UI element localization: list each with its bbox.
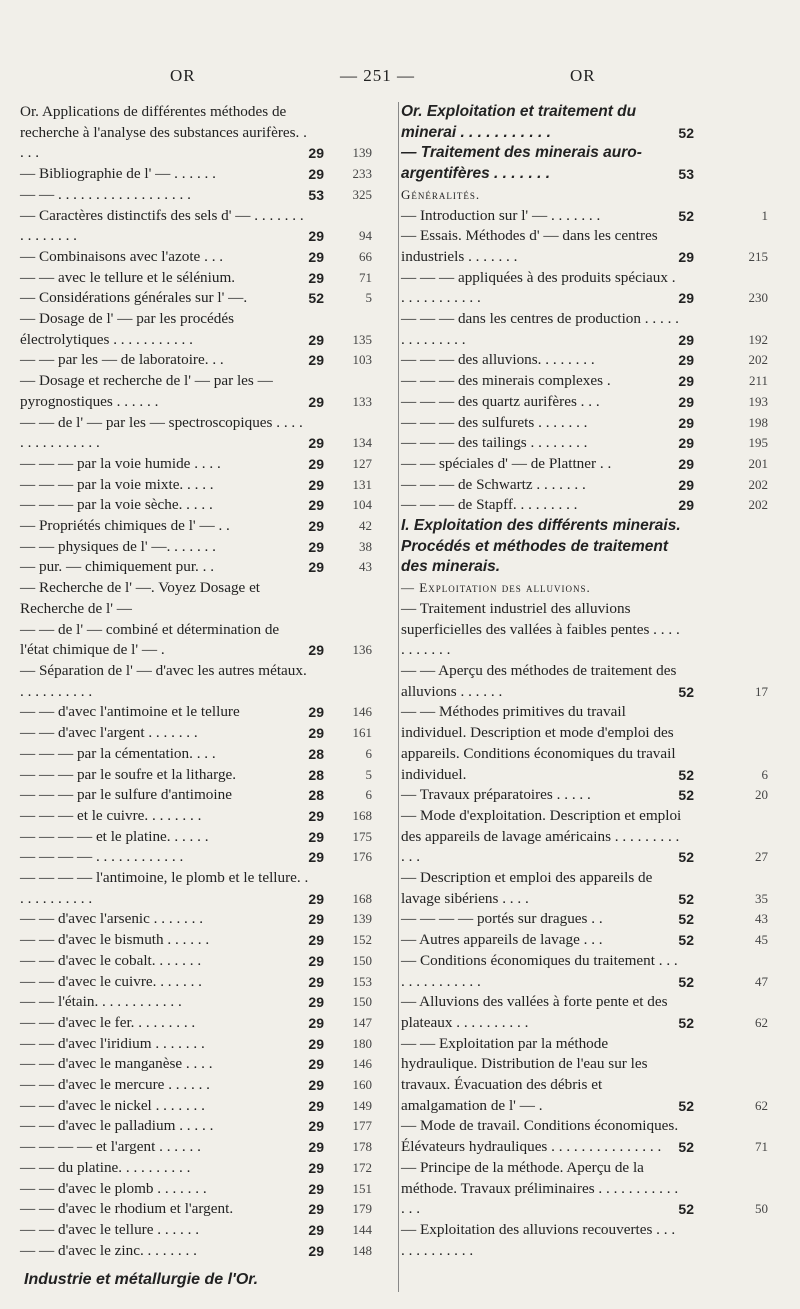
index-entry bbox=[20, 930, 390, 951]
entry-text: — Mode d'exploitation. Description et emploi des appareils de lavage américains . . . . . . . . . . . . bbox=[401, 806, 682, 866]
entry-page: 17 bbox=[755, 683, 768, 699]
entry-text: — — — — l'antimoine, le plomb et le tellure. . . . . . . . . . . . bbox=[20, 869, 309, 907]
entry-page: 94 bbox=[359, 228, 372, 244]
entry-page: 192 bbox=[748, 331, 768, 347]
page-number: — 251 — bbox=[340, 66, 415, 85]
index-column-right bbox=[398, 102, 774, 1292]
entry-page: 193 bbox=[748, 393, 768, 409]
index-entry bbox=[401, 661, 774, 702]
entry-page: 27 bbox=[755, 849, 768, 865]
entry-page: 131 bbox=[352, 476, 372, 492]
entry-text: — — — des quartz aurifères . . . bbox=[401, 392, 600, 410]
index-entry bbox=[20, 806, 390, 827]
entry-text: — Traitement des minerais auro-argentifères . . . . . . . bbox=[401, 144, 642, 183]
entry-page: 6 bbox=[365, 787, 372, 803]
entry-page: 45 bbox=[755, 932, 768, 948]
entry-page: 153 bbox=[352, 973, 372, 989]
entry-page: 152 bbox=[352, 932, 372, 948]
index-entry bbox=[20, 1054, 390, 1075]
entry-page: 202 bbox=[748, 476, 768, 492]
entry-volume: 29 bbox=[308, 538, 324, 555]
entry-text: — Principe de la méthode. Aperçu de la méthode. Travaux préliminaires . . . . . . . . . . . . . . bbox=[401, 1158, 679, 1218]
entry-page: 139 bbox=[352, 145, 372, 161]
entry-page: 215 bbox=[748, 248, 768, 264]
entry-text: — — Méthodes primitives du travail individuel. Description et mode d'emploi des appareils. Conditions économiques du travail individuel. bbox=[401, 703, 676, 783]
entry-volume: 29 bbox=[308, 1242, 324, 1259]
entry-page: 325 bbox=[352, 186, 372, 202]
entry-volume: 29 bbox=[308, 973, 324, 990]
entry-page: 146 bbox=[352, 1056, 372, 1072]
entry-text: — — . . . . . . . . . . . . . . . . . . bbox=[20, 185, 191, 203]
entry-text: — Traitement industriel des alluvions superficielles des vallées à faibles pentes . . . . . . . . . . . bbox=[401, 599, 680, 659]
index-entry bbox=[401, 185, 774, 206]
entry-text: — — d'avec le nickel . . . . . . . bbox=[20, 1096, 205, 1114]
entry-page: 168 bbox=[352, 807, 372, 823]
entry-volume: 52 bbox=[678, 973, 694, 990]
entry-volume: 52 bbox=[678, 766, 694, 783]
entry-volume: 29 bbox=[678, 455, 694, 472]
entry-text: — — d'avec le palladium . . . . . bbox=[20, 1117, 214, 1135]
entry-text: — Propriétés chimiques de l' — . . bbox=[20, 517, 230, 535]
entry-text: — Dosage et recherche de l' — par les — pyrognostiques . . . . . . bbox=[20, 372, 273, 410]
entry-text: — — — par le sulfure d'antimoine bbox=[20, 786, 232, 804]
index-entry bbox=[20, 454, 390, 475]
entry-page: 233 bbox=[352, 166, 372, 182]
entry-text: — Mode de travail. Conditions économiques. Élévateurs hydrauliques . . . . . . . . . . . . . . . bbox=[401, 1117, 679, 1156]
entry-text: — — — par la voie mixte. . . . . bbox=[20, 475, 214, 493]
entry-text: — — d'avec le plomb . . . . . . . bbox=[20, 1179, 207, 1197]
entry-text: — — d'avec le fer. . . . . . . . . bbox=[20, 1013, 196, 1031]
entry-text: — — par les — de laboratoire. . . bbox=[20, 351, 224, 369]
entry-volume: 29 bbox=[678, 290, 694, 307]
entry-text: — Bibliographie de l' — . . . . . . bbox=[20, 165, 216, 183]
index-entry bbox=[20, 765, 390, 786]
entry-volume: 52 bbox=[678, 932, 694, 949]
entry-text: — — — des alluvions. . . . . . . . bbox=[401, 351, 595, 369]
entry-page: 144 bbox=[352, 1221, 372, 1237]
index-entry bbox=[20, 909, 390, 930]
entry-text: — — — des tailings . . . . . . . . bbox=[401, 434, 588, 452]
entry-text: — — — de Schwartz . . . . . . . bbox=[401, 475, 586, 493]
entry-text: — — — appliquées à des produits spéciaux . . . . . . . . . . . . bbox=[401, 268, 676, 307]
index-entry bbox=[401, 909, 774, 930]
entry-volume: 29 bbox=[308, 1056, 324, 1073]
index-entry bbox=[20, 371, 390, 412]
entry-text: — — — dans les centres de production . . . . . . . . . . . . . . bbox=[401, 310, 679, 348]
entry-volume: 52 bbox=[678, 911, 694, 928]
entry-page: 139 bbox=[352, 911, 372, 927]
entry-volume: 29 bbox=[308, 642, 324, 659]
entry-page: 103 bbox=[352, 352, 372, 368]
entry-text: — Alluvions des vallées à forte pente et des plateaux . . . . . . . . . . bbox=[401, 993, 668, 1031]
index-entry bbox=[401, 1220, 774, 1261]
index-entry bbox=[20, 1220, 390, 1241]
entry-volume: 29 bbox=[308, 248, 324, 265]
entry-page: 150 bbox=[352, 994, 372, 1010]
entry-page: 38 bbox=[359, 538, 372, 554]
entry-volume: 29 bbox=[308, 455, 324, 472]
entry-text: — — spéciales d' — de Plattner . . bbox=[401, 454, 612, 472]
entry-volume: 29 bbox=[308, 932, 324, 949]
index-entry bbox=[401, 433, 774, 454]
index-entry bbox=[20, 288, 390, 309]
entry-text: Généralités. bbox=[401, 186, 481, 202]
entry-text: — pur. — chimiquement pur. . . bbox=[20, 558, 215, 576]
entry-text: I. Exploitation des différents minerais. Procédés et méthodes de traitement des minerais. bbox=[401, 517, 681, 576]
index-entry bbox=[20, 350, 390, 371]
entry-text: — Conditions économiques du traitement . . . . . . . . . . . . . . bbox=[401, 951, 678, 990]
entry-volume: 29 bbox=[308, 1014, 324, 1031]
entry-page: 202 bbox=[748, 497, 768, 513]
entry-text: — — d'avec le zinc. . . . . . . . bbox=[20, 1241, 197, 1259]
entry-volume: 29 bbox=[308, 1139, 324, 1156]
entry-text: — — — et le cuivre. . . . . . . . bbox=[20, 806, 202, 824]
entry-text: — — d'avec le cobalt. . . . . . . bbox=[20, 951, 202, 969]
index-entry bbox=[20, 578, 390, 619]
entry-volume: 29 bbox=[678, 373, 694, 390]
entry-volume: 52 bbox=[678, 207, 694, 224]
entry-volume: 29 bbox=[308, 518, 324, 535]
entry-page: 198 bbox=[748, 414, 768, 430]
entry-volume: 29 bbox=[308, 994, 324, 1011]
index-entry bbox=[401, 578, 774, 599]
entry-volume: 29 bbox=[308, 166, 324, 183]
index-entry bbox=[20, 164, 390, 185]
entry-page: 136 bbox=[352, 642, 372, 658]
entry-text: — — — par la voie sèche. . . . . bbox=[20, 496, 213, 514]
entry-volume: 29 bbox=[308, 1097, 324, 1114]
entry-text: — — physiques de l' —. . . . . . . bbox=[20, 537, 216, 555]
entry-page: 66 bbox=[359, 248, 372, 264]
footer-title: Industrie et métallurgie de l'Or. bbox=[24, 1271, 259, 1288]
entry-page: 71 bbox=[359, 269, 372, 285]
index-entry bbox=[20, 413, 390, 454]
entry-page: 62 bbox=[755, 1097, 768, 1113]
index-entry bbox=[20, 516, 390, 537]
entry-page: 134 bbox=[352, 435, 372, 451]
entry-volume: 52 bbox=[678, 890, 694, 907]
entry-volume: 29 bbox=[308, 1077, 324, 1094]
entry-page: 42 bbox=[359, 518, 372, 534]
index-entry bbox=[20, 847, 390, 868]
entry-page: 62 bbox=[755, 1014, 768, 1030]
entry-text: — — avec le tellure et le sélénium. bbox=[20, 268, 236, 286]
index-entry bbox=[20, 620, 390, 661]
entry-page: 161 bbox=[352, 725, 372, 741]
entry-text: — Exploitation des alluvions. bbox=[401, 580, 591, 596]
entry-volume: 29 bbox=[678, 435, 694, 452]
entry-text: — — de l' — combiné et détermination de l'état chimique de l' — . bbox=[20, 620, 280, 659]
entry-page: 201 bbox=[748, 455, 768, 471]
index-entry bbox=[20, 1158, 390, 1179]
index-entry bbox=[401, 309, 774, 350]
entry-page: 6 bbox=[761, 766, 768, 782]
entry-page: 178 bbox=[352, 1139, 372, 1155]
entry-volume: 29 bbox=[308, 952, 324, 969]
entry-text: — — Exploitation par la méthode hydraulique. Distribution de l'eau sur les travaux. Évacuation des débris et amalgamation de l' — . bbox=[401, 1034, 648, 1114]
entry-text: — — — par le soufre et la litharge. bbox=[20, 765, 237, 783]
entry-volume: 29 bbox=[308, 352, 324, 369]
index-entry bbox=[20, 951, 390, 972]
entry-page: 148 bbox=[352, 1242, 372, 1258]
entry-volume: 52 bbox=[678, 1014, 694, 1031]
entry-page: 5 bbox=[365, 766, 372, 782]
index-entry bbox=[401, 806, 774, 868]
entry-volume: 29 bbox=[308, 1221, 324, 1238]
entry-page: 149 bbox=[352, 1097, 372, 1113]
entry-volume: 29 bbox=[308, 849, 324, 866]
index-entry bbox=[20, 1096, 390, 1117]
entry-volume: 52 bbox=[678, 683, 694, 700]
entry-text: — — d'avec le manganèse . . . . bbox=[20, 1055, 213, 1073]
entry-volume: 52 bbox=[678, 124, 694, 141]
index-entry bbox=[401, 226, 774, 267]
index-entry bbox=[20, 537, 390, 558]
entry-text: — — — des sulfurets . . . . . . . bbox=[401, 413, 588, 431]
entry-volume: 29 bbox=[308, 911, 324, 928]
entry-volume: 29 bbox=[308, 807, 324, 824]
index-entry bbox=[401, 992, 774, 1033]
entry-text: — — d'avec l'antimoine et le tellure bbox=[20, 703, 240, 721]
index-entry bbox=[401, 1158, 774, 1220]
entry-volume: 29 bbox=[308, 269, 324, 286]
index-entry bbox=[401, 868, 774, 909]
entry-page: 43 bbox=[755, 911, 768, 927]
index-entry bbox=[20, 247, 390, 268]
entry-text: — — — — et le platine. . . . . . bbox=[20, 827, 209, 845]
entry-page: 20 bbox=[755, 787, 768, 803]
entry-text: — — d'avec le bismuth . . . . . . bbox=[20, 931, 210, 949]
index-entry bbox=[20, 868, 390, 909]
entry-page: 179 bbox=[352, 1201, 372, 1217]
entry-text: — — d'avec le rhodium et l'argent. bbox=[20, 1200, 234, 1218]
entry-text: — Introduction sur l' — . . . . . . . bbox=[401, 206, 601, 224]
entry-page: 127 bbox=[352, 455, 372, 471]
entry-page: 168 bbox=[352, 890, 372, 906]
entry-page: 71 bbox=[755, 1139, 768, 1155]
index-entry bbox=[20, 827, 390, 848]
index-entry bbox=[401, 413, 774, 434]
entry-volume: 28 bbox=[308, 745, 324, 762]
index-entry bbox=[401, 702, 774, 785]
index-entry bbox=[401, 495, 774, 516]
entry-text: — — — — et l'argent . . . . . . bbox=[20, 1138, 201, 1156]
index-entry bbox=[401, 371, 774, 392]
index-entry bbox=[401, 268, 774, 309]
entry-text: — — l'étain. . . . . . . . . . . . bbox=[20, 993, 182, 1011]
entry-page: 202 bbox=[748, 352, 768, 368]
entry-volume: 29 bbox=[678, 352, 694, 369]
entry-volume: 53 bbox=[678, 166, 694, 183]
entry-page: 135 bbox=[352, 331, 372, 347]
entry-page: 172 bbox=[352, 1159, 372, 1175]
entry-volume: 52 bbox=[308, 290, 324, 307]
index-entry bbox=[20, 785, 390, 806]
index-entry bbox=[20, 744, 390, 765]
entry-volume: 29 bbox=[308, 476, 324, 493]
entry-volume: 29 bbox=[308, 890, 324, 907]
index-entry bbox=[20, 723, 390, 744]
index-entry bbox=[20, 1013, 390, 1034]
entry-page: 6 bbox=[365, 745, 372, 761]
page-header bbox=[0, 66, 800, 90]
entry-text: — Essais. Méthodes d' — dans les centres industriels . . . . . . . bbox=[401, 227, 658, 265]
entry-volume: 28 bbox=[308, 787, 324, 804]
entry-volume: 52 bbox=[678, 1097, 694, 1114]
entry-text: Or. Exploitation et traitement du minerai . . . . . . . . . . . bbox=[401, 103, 637, 141]
entry-page: 47 bbox=[755, 973, 768, 989]
entry-volume: 29 bbox=[308, 228, 324, 245]
index-entry bbox=[401, 206, 774, 227]
entry-page: 43 bbox=[359, 559, 372, 575]
entry-text: — — — — portés sur dragues . . bbox=[401, 910, 603, 928]
index-entry bbox=[401, 392, 774, 413]
index-entry bbox=[401, 1034, 774, 1117]
entry-page: 146 bbox=[352, 704, 372, 720]
entry-page: 160 bbox=[352, 1077, 372, 1093]
entry-volume: 29 bbox=[678, 497, 694, 514]
entry-text: — Considérations générales sur l' —. bbox=[20, 289, 248, 307]
entry-text: — — d'avec l'iridium . . . . . . . bbox=[20, 1034, 205, 1052]
entry-page: 180 bbox=[352, 1035, 372, 1051]
entry-volume: 29 bbox=[308, 331, 324, 348]
entry-volume: 29 bbox=[678, 476, 694, 493]
entry-text: — Autres appareils de lavage . . . bbox=[401, 931, 603, 949]
entry-volume: 52 bbox=[678, 787, 694, 804]
entry-page: 176 bbox=[352, 849, 372, 865]
entry-text: — — — des minerais complexes . bbox=[401, 372, 611, 390]
entry-text: — — du platine. . . . . . . . . . bbox=[20, 1158, 191, 1176]
index-entry bbox=[20, 702, 390, 723]
entry-volume: 29 bbox=[308, 393, 324, 410]
entry-text: — Combinaisons avec l'azote . . . bbox=[20, 247, 224, 265]
entry-volume: 29 bbox=[308, 725, 324, 742]
index-entry bbox=[20, 1116, 390, 1137]
entry-volume: 29 bbox=[308, 145, 324, 162]
entry-text: — — — par la voie humide . . . . bbox=[20, 454, 221, 472]
index-entry bbox=[401, 951, 774, 992]
index-entry bbox=[20, 972, 390, 993]
entry-page: 177 bbox=[352, 1118, 372, 1134]
index-entry bbox=[20, 475, 390, 496]
index-entry bbox=[20, 992, 390, 1013]
entry-text: — — de l' — par les — spectroscopiques . . . . . . . . . . . . . . . bbox=[20, 413, 303, 452]
index-entry bbox=[20, 102, 390, 164]
entry-text: — Dosage de l' — par les procédés électrolytiques . . . . . . . . . . . bbox=[20, 310, 235, 348]
entry-volume: 29 bbox=[678, 414, 694, 431]
entry-text: — — d'avec l'argent . . . . . . . bbox=[20, 724, 198, 742]
entry-volume: 29 bbox=[308, 1159, 324, 1176]
entry-page: 175 bbox=[352, 828, 372, 844]
index-entry bbox=[401, 454, 774, 475]
entry-text: — — d'avec le tellure . . . . . . bbox=[20, 1220, 200, 1238]
entry-volume: 29 bbox=[678, 393, 694, 410]
index-entry bbox=[20, 1137, 390, 1158]
index-entry bbox=[20, 661, 390, 702]
entry-page: 211 bbox=[748, 373, 768, 389]
entry-volume: 29 bbox=[308, 497, 324, 514]
entry-page: 1 bbox=[761, 207, 768, 223]
index-entry bbox=[20, 1199, 390, 1220]
entry-text: — — d'avec le cuivre. . . . . . . bbox=[20, 972, 202, 990]
entry-volume: 29 bbox=[308, 1201, 324, 1218]
entry-page: 50 bbox=[755, 1201, 768, 1217]
entry-page: 230 bbox=[748, 290, 768, 306]
entry-text: — Recherche de l' —. Voyez Dosage et Recherche de l' — bbox=[20, 579, 261, 617]
entry-volume: 29 bbox=[308, 704, 324, 721]
index-entry bbox=[20, 185, 390, 206]
index-entry bbox=[401, 599, 774, 661]
index-entry bbox=[20, 1241, 390, 1262]
entry-volume: 52 bbox=[678, 1139, 694, 1156]
entry-text: — Séparation de l' — d'avec les autres métaux. . . . . . . . . . . bbox=[20, 661, 307, 700]
entry-page: 147 bbox=[352, 1014, 372, 1030]
entry-text: — Exploitation des alluvions recouvertes . . . . . . . . . . . . . bbox=[401, 1220, 676, 1259]
entry-page: 5 bbox=[365, 290, 372, 306]
entry-text: — Caractères distinctifs des sels d' — . . . . . . . . . . . . . . . bbox=[20, 206, 304, 245]
index-entry bbox=[20, 557, 390, 578]
index-entry bbox=[401, 350, 774, 371]
index-entry bbox=[401, 785, 774, 806]
index-column-left bbox=[20, 102, 390, 1261]
index-entry bbox=[401, 516, 774, 578]
entry-page: 151 bbox=[352, 1180, 372, 1196]
entry-volume: 29 bbox=[308, 559, 324, 576]
entry-volume: 29 bbox=[308, 1035, 324, 1052]
entry-text: — Travaux préparatoires . . . . . bbox=[401, 786, 591, 804]
entry-volume: 29 bbox=[308, 1180, 324, 1197]
entry-page: 195 bbox=[748, 435, 768, 451]
entry-text: — — Aperçu des méthodes de traitement des alluvions . . . . . . bbox=[401, 661, 677, 700]
entry-text: — — d'avec le mercure . . . . . . bbox=[20, 1076, 210, 1094]
running-head-left: OR bbox=[170, 66, 196, 85]
entry-text: — — d'avec l'arsenic . . . . . . . bbox=[20, 910, 204, 928]
entry-volume: 29 bbox=[678, 331, 694, 348]
entry-volume: 29 bbox=[308, 1118, 324, 1135]
index-entry bbox=[20, 309, 390, 350]
entry-text: — — — — . . . . . . . . . . . . bbox=[20, 848, 184, 866]
index-entry bbox=[401, 143, 774, 184]
entry-page: 150 bbox=[352, 952, 372, 968]
index-entry bbox=[20, 1179, 390, 1200]
index-entry bbox=[20, 1075, 390, 1096]
entry-page: 104 bbox=[352, 497, 372, 513]
index-entry bbox=[401, 930, 774, 951]
index-entry bbox=[20, 268, 390, 289]
entry-volume: 28 bbox=[308, 766, 324, 783]
entry-volume: 29 bbox=[308, 828, 324, 845]
index-entry bbox=[20, 206, 390, 247]
entry-text: — — — de Stapff. . . . . . . . . bbox=[401, 496, 578, 514]
index-entry bbox=[20, 495, 390, 516]
entry-text: — Description et emploi des appareils de lavage sibériens . . . . bbox=[401, 869, 653, 907]
running-head-right: OR bbox=[570, 66, 596, 85]
entry-page: 35 bbox=[755, 890, 768, 906]
entry-text: Or. Applications de différentes méthodes de recherche à l'analyse des substances aurifères. . . . . bbox=[20, 103, 307, 162]
index-entry bbox=[401, 102, 774, 143]
index-entry bbox=[401, 1116, 774, 1157]
index-entry bbox=[20, 1034, 390, 1055]
entry-page: 133 bbox=[352, 393, 372, 409]
index-entry bbox=[401, 475, 774, 496]
entry-volume: 52 bbox=[678, 1201, 694, 1218]
entry-volume: 52 bbox=[678, 849, 694, 866]
entry-volume: 29 bbox=[678, 248, 694, 265]
entry-volume: 53 bbox=[308, 186, 324, 203]
entry-text: — — — par la cémentation. . . . bbox=[20, 744, 216, 762]
entry-volume: 29 bbox=[308, 435, 324, 452]
